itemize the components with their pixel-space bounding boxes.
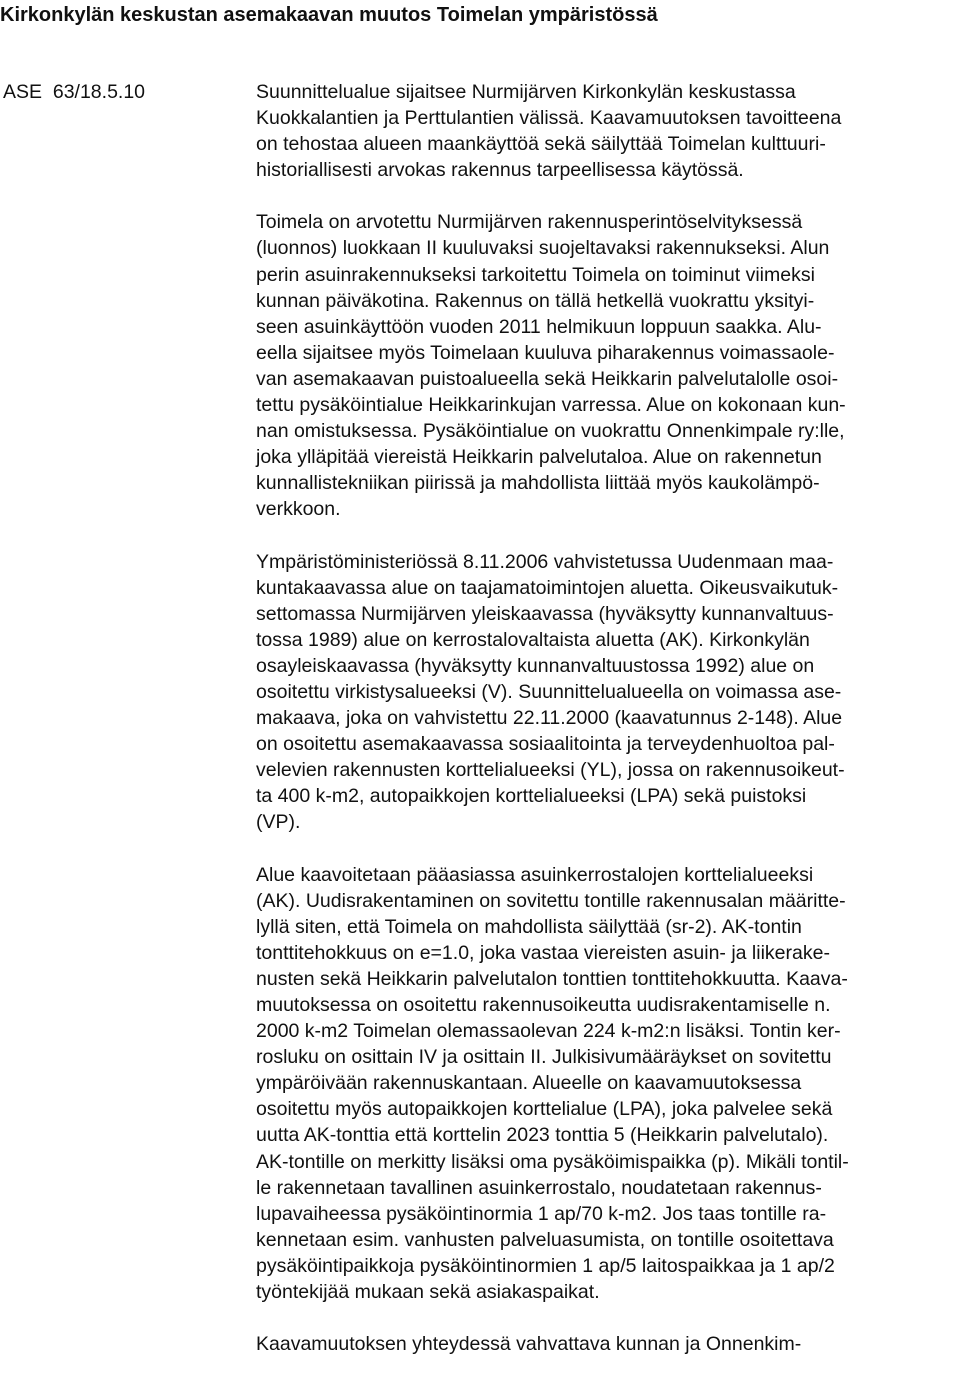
text-line: Alue kaavoitetaan pääasiassa asuinkerrostalojen korttelialueeksi <box>256 863 814 886</box>
text-line: tonttitehokkuus on e=1.0, joka vastaa viereisten asuin- ja liikerake- <box>256 941 830 964</box>
text-line: lupavaiheessa pysäköintinormia 1 ap/70 k-m2. Jos taas tontille ra- <box>256 1202 827 1225</box>
text-line: (luonnos) luokkaan II kuuluvaksi suojeltavaksi rakennukseksi. Alun <box>256 237 830 260</box>
text-line: tettu pysäköintialue Heikkarinkujan varressa. Alue on kokonaan kun- <box>256 394 846 417</box>
text-line: osoitettu myös autopaikkojen korttelialue (LPA), joka palvelee sekä <box>256 1098 833 1121</box>
text-line: (VP). <box>256 811 301 834</box>
case-reference: ASE 63/18.5.10 <box>3 81 146 103</box>
document-title: Kirkonkylän keskustan asemakaavan muutos Toimelan ympäristössä <box>0 4 658 26</box>
text-line: työntekijää mukaan sekä asiakaspaikat. <box>256 1281 600 1304</box>
text-line: AK-tontille on merkitty lisäksi oma pysäköimispaikka (p). Mikäli tontil- <box>256 1150 849 1173</box>
text-line: 2000 k-m2 Toimelan olemassaolevan 224 k-m2:n lisäksi. Tontin ker- <box>256 1020 841 1043</box>
text-line: nusten sekä Heikkarin palvelutalon tonttien tonttitehokkuutta. Kaava- <box>256 967 848 990</box>
text-line: kuntakaavassa alue on taajamatoimintojen aluetta. Oikeusvaikutuk- <box>256 576 839 599</box>
text-line: joka ylläpitää viereistä Heikkarin palvelutaloa. Alue on rakennetun <box>256 446 822 469</box>
text-line: osoitettu virkistysalueeksi (V). Suunnittelualueella on voimassa ase- <box>256 680 842 703</box>
text-line: makaava, joka on vahvistettu 22.11.2000 (kaavatunnus 2-148). Alue <box>256 707 843 730</box>
text-line: velevien rakennusten korttelialueeksi (YL), jossa on rakennusoikeut- <box>256 759 845 782</box>
text-line: rosluku on osittain IV ja osittain II. Julkisivumääräykset on sovitettu <box>256 1046 832 1069</box>
text-line: Toimela on arvotettu Nurmijärven rakennusperintöselvityksessä <box>256 211 803 234</box>
paragraph-zoning-plans <box>256 549 958 836</box>
text-line: van asemakaavan puistoalueella sekä Heikkarin palvelutalolle osoi- <box>256 367 839 390</box>
paragraph-toimela <box>256 209 958 522</box>
text-line: muutoksessa on osoitettu rakennusoikeutta uudisrakentamiselle n. <box>256 994 831 1016</box>
text-line: Kuokkalantien ja Perttulantien välissä. Kaavamuutoksen tavoitteena <box>256 107 842 130</box>
text-line: lyllä siten, että Toimela on mahdollista säilyttää (sr-2). AK-tontin <box>256 915 802 938</box>
text-line: eella sijaitsee myös Toimelaan kuuluva piharakennus voimassaole- <box>256 341 835 364</box>
text-line: seen asuinkäyttöön vuoden 2011 helmikuun loppuun saakka. Alu- <box>256 315 822 338</box>
text-line: Suunnittelualue sijaitsee Nurmijärven Kirkonkylän keskustassa <box>256 81 796 103</box>
text-line: on tehostaa alueen maankäyttöä sekä säilyttää Toimelan kulttuuri- <box>256 133 826 156</box>
text-line: ta 400 k-m2, autopaikkojen korttelialueeksi (LPA) sekä puistoksi <box>256 785 807 808</box>
paragraph-planning-area <box>256 79 958 183</box>
text-line: Kaavamuutoksen yhteydessä vahvattava kunnan ja Onnenkim- <box>256 1333 802 1356</box>
text-line: settomassa Nurmijärven yleiskaavassa (hyväksytty kunnanvaltuus- <box>256 602 834 625</box>
text-line: tossa 1989) alue on kerrostalovaltaista aluetta (AK). Kirkonkylän <box>256 628 810 651</box>
text-line: uutta AK-tonttia että korttelin 2023 tonttia 5 (Heikkarin palvelutalo). <box>256 1124 829 1147</box>
text-line: osayleiskaavassa (hyväksytty kunnanvaltuustossa 1992) alue on <box>256 654 815 677</box>
text-line: historiallisesti arvokas rakennus tarpeellisessa käytössä. <box>256 159 744 182</box>
text-line: pysäköintipaikkoja pysäköintinormien 1 ap/5 laitospaikkaa ja 1 ap/2 <box>256 1254 835 1277</box>
text-line: on osoitettu asemakaavassa sosiaalitointa ja terveydenhuoltoa pal- <box>256 733 835 756</box>
document-body <box>256 79 958 1357</box>
text-line: verkkoon. <box>256 498 341 521</box>
text-line: kunnallistekniikan piirissä ja mahdollista liittää myös kaukolämpö- <box>256 472 820 495</box>
text-line: kunnan päiväkotina. Rakennus on tällä hetkellä vuokrattu yksityi- <box>256 289 815 312</box>
text-line: kennetaan esim. vanhusten palveluasumista, on tontille osoitettava <box>256 1228 834 1251</box>
text-line: nan omistuksessa. Pysäköintialue on vuokrattu Onnenkimpale ry:lle, <box>256 420 845 443</box>
paragraph-new-zoning <box>256 862 958 1306</box>
text-line: Ympäristöministeriössä 8.11.2006 vahvistetussa Uudenmaan maa- <box>256 550 834 573</box>
text-line: ympäröivään rakennuskantaan. Alueelle on kaavamuutoksessa <box>256 1072 802 1095</box>
text-line: (AK). Uudisrakentaminen on sovitettu tontille rakennusalan määritte- <box>256 889 846 912</box>
text-line: perin asuinrakennukseksi tarkoitettu Toimela on toiminut viimeksi <box>256 263 815 286</box>
paragraph-agreement <box>256 1331 958 1357</box>
text-line: le rakennetaan tavallinen asuinkerrostalo, noudatetaan rakennus- <box>256 1176 822 1199</box>
